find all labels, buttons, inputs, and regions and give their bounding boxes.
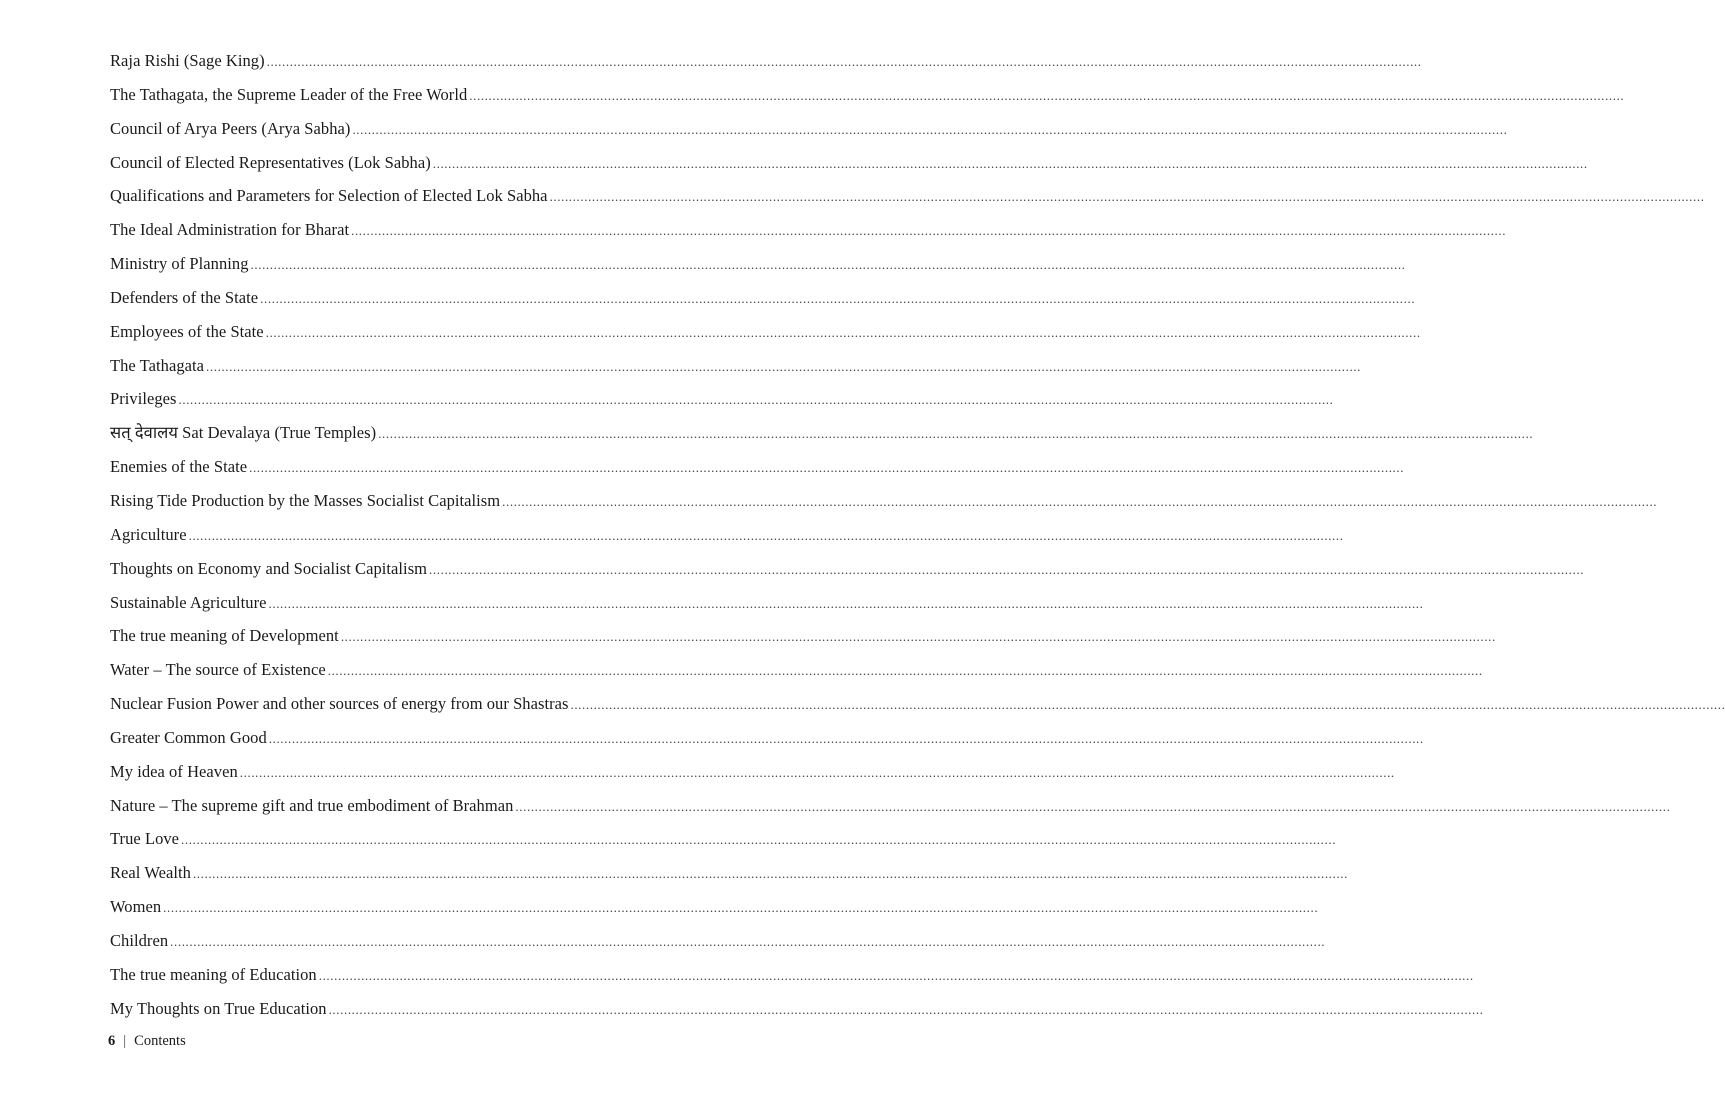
- toc-entry-title: Water – The source of Existence: [110, 660, 326, 680]
- table-of-contents: [110, 44, 1725, 1025]
- toc-entry-title: True Love: [110, 829, 180, 849]
- toc-entry-title: The true meaning of Education: [110, 964, 317, 984]
- toc-entry-title: Qualifications and Parameters for Selection of Elected Lok Sabha: [110, 186, 548, 206]
- toc-entry-title: My Thoughts on True Education: [110, 998, 327, 1018]
- toc-entry[interactable]: [110, 822, 1337, 856]
- toc-entry[interactable]: [110, 44, 1422, 78]
- dot-leader: ............................................................................................................................................................................................................................................................................................................: [318, 967, 1474, 983]
- toc-entry-title: Enemies of the State: [110, 457, 248, 477]
- toc-entry[interactable]: [110, 146, 1588, 180]
- dot-leader: ............................................................................................................................................................................................................................................................................................................: [250, 257, 1406, 273]
- dot-leader: ............................................................................................................................................................................................................................................................................................................: [352, 121, 1508, 137]
- toc-entry[interactable]: [110, 856, 1348, 890]
- dot-leader: ............................................................................................................................................................................................................................................................................................................: [351, 223, 1507, 239]
- toc-entry[interactable]: [110, 924, 1326, 958]
- dot-leader: ............................................................................................................................................................................................................................................................................................................: [178, 392, 1334, 408]
- toc-entry-title: The Ideal Administration for Bharat: [110, 220, 350, 240]
- toc-entry-title: Rising Tide Production by the Masses Socialist Capitalism: [110, 490, 501, 510]
- toc-entry-title: सत् देवालय Sat Devalaya (True Temples): [110, 423, 377, 443]
- dot-leader: ............................................................................................................................................................................................................................................................................................................: [378, 426, 1534, 442]
- toc-entry-title: Raja Rishi (Sage King): [110, 51, 265, 70]
- toc-entry[interactable]: [110, 890, 1319, 924]
- toc-entry[interactable]: [110, 112, 1508, 146]
- toc-entry[interactable]: [110, 653, 1483, 687]
- toc-entry[interactable]: [110, 78, 1625, 112]
- toc-entry[interactable]: [110, 586, 1424, 620]
- toc-entry-title: The true meaning of Development: [110, 626, 339, 646]
- toc-entry[interactable]: [110, 450, 1405, 484]
- dot-leader: ............................................................................................................................................................................................................................................................................................................: [239, 764, 1395, 780]
- dot-leader: ............................................................................................................................................................................................................................................................................................................: [163, 900, 1319, 916]
- toc-entry[interactable]: [110, 552, 1585, 586]
- toc-entry[interactable]: [110, 518, 1344, 552]
- toc-entry-title: The Tathagata: [110, 355, 205, 375]
- toc-entry[interactable]: [110, 382, 1334, 416]
- toc-entry-title: Defenders of the State: [110, 287, 259, 307]
- dot-leader: ............................................................................................................................................................................................................................................................................................................: [429, 561, 1585, 577]
- dot-leader: ............................................................................................................................................................................................................................................................................................................: [549, 189, 1705, 205]
- toc-entry[interactable]: [110, 958, 1474, 992]
- toc-entry-title: Real Wealth: [110, 863, 191, 883]
- dot-leader: ............................................................................................................................................................................................................................................................................................................: [328, 1001, 1484, 1017]
- dot-leader: ............................................................................................................................................................................................................................................................................................................: [260, 290, 1416, 306]
- dot-leader: ............................................................................................................................................................................................................................................................................................................: [327, 663, 1483, 679]
- dot-leader: ............................................................................................................................................................................................................................................................................................................: [265, 324, 1421, 340]
- toc-entry[interactable]: [110, 484, 1658, 518]
- toc-entry-title: Nature – The supreme gift and true embodiment of Brahman: [110, 795, 514, 815]
- toc-entry-title: Greater Common Good: [110, 727, 267, 747]
- toc-entry[interactable]: [110, 315, 1421, 349]
- toc-entry[interactable]: [110, 755, 1395, 789]
- toc-entry[interactable]: [110, 349, 1362, 383]
- toc-entry-title: Employees of the State: [110, 321, 264, 341]
- toc-entry-title: My idea of Heaven: [110, 761, 238, 781]
- footer-separator: |: [123, 1033, 127, 1049]
- toc-entry[interactable]: [110, 247, 1406, 281]
- dot-leader: ............................................................................................................................................................................................................................................................................................................: [268, 595, 1424, 611]
- dot-leader: ............................................................................................................................................................................................................................................................................................................: [515, 798, 1671, 814]
- toc-entry-title: Thoughts on Economy and Socialist Capitalism: [110, 558, 428, 578]
- footer-section-label: Contents: [134, 1033, 186, 1049]
- dot-leader: ............................................................................................................................................................................................................................................................................................................: [502, 493, 1658, 509]
- toc-entry-title: Children: [110, 930, 169, 950]
- dot-leader: ............................................................................................................................................................................................................................................................................................................: [570, 697, 1725, 713]
- dot-leader: ............................................................................................................................................................................................................................................................................................................: [170, 933, 1326, 949]
- dot-leader: ............................................................................................................................................................................................................................................................................................................: [268, 730, 1424, 746]
- dot-leader: ............................................................................................................................................................................................................................................................................................................: [249, 460, 1405, 476]
- toc-entry[interactable]: [110, 213, 1507, 247]
- dot-leader: ............................................................................................................................................................................................................................................................................................................: [432, 155, 1588, 171]
- toc-entry[interactable]: [110, 789, 1671, 823]
- toc-entry-title: Council of Elected Representatives (Lok Sabha): [110, 152, 431, 172]
- toc-entry[interactable]: [110, 687, 1725, 721]
- dot-leader: ............................................................................................................................................................................................................................................................................................................: [188, 527, 1344, 543]
- toc-entry-title: Sustainable Agriculture: [110, 592, 267, 612]
- page-number: 6: [108, 1033, 116, 1049]
- toc-entry[interactable]: [110, 179, 1705, 213]
- page-footer: [108, 1033, 186, 1050]
- toc-entry-title: Privileges: [110, 389, 177, 409]
- toc-entry[interactable]: [110, 619, 1496, 653]
- toc-entry-title: The Tathagata, the Supreme Leader of the Free World: [110, 84, 468, 104]
- toc-entry-title: Ministry of Planning: [110, 254, 249, 274]
- dot-leader: ............................................................................................................................................................................................................................................................................................................: [192, 866, 1348, 882]
- dot-leader: ............................................................................................................................................................................................................................................................................................................: [266, 54, 1422, 69]
- dot-leader: ............................................................................................................................................................................................................................................................................................................: [206, 358, 1362, 374]
- toc-entry-title: Nuclear Fusion Power and other sources of energy from our Shastras: [110, 694, 569, 714]
- dot-leader: ............................................................................................................................................................................................................................................................................................................: [469, 87, 1625, 103]
- toc-entry[interactable]: [110, 416, 1534, 450]
- dot-leader: ............................................................................................................................................................................................................................................................................................................: [181, 832, 1337, 848]
- toc-entry[interactable]: [110, 721, 1424, 755]
- toc-entry[interactable]: [110, 992, 1484, 1026]
- toc-entry-title: Women: [110, 897, 162, 917]
- toc-entry-title: Agriculture: [110, 524, 187, 544]
- toc-entry-title: Council of Arya Peers (Arya Sabha): [110, 118, 351, 138]
- toc-entry[interactable]: [110, 281, 1416, 315]
- dot-leader: ............................................................................................................................................................................................................................................................................................................: [340, 629, 1496, 645]
